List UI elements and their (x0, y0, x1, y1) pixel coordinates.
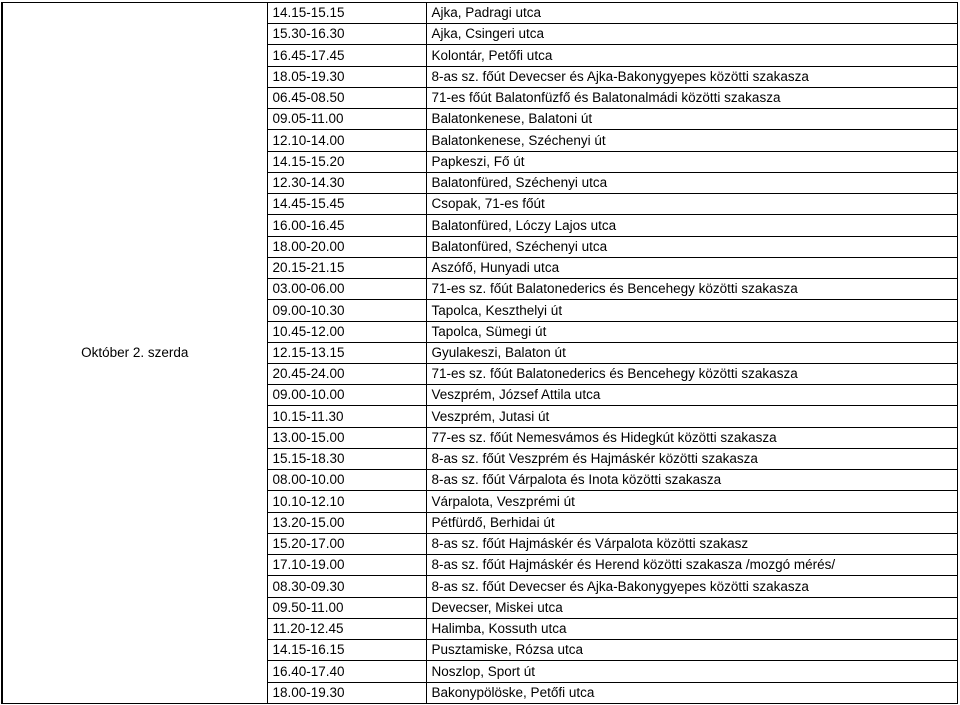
time-cell: 16.40-17.40 (267, 661, 426, 682)
time-cell: 09.00-10.30 (267, 300, 426, 321)
location-cell: 8-as sz. főút Veszprém és Hajmáskér közötti szakasza (426, 448, 957, 469)
time-cell: 18.00-19.30 (267, 682, 426, 704)
location-cell: 71-es főút Balatonfüzfő és Balatonalmádi közötti szakasza (426, 87, 957, 108)
location-cell: 8-as sz. főút Devecser és Ajka-Bakonygyepes közötti szakasza (426, 576, 957, 597)
location-cell: Bakonypölöske, Petőfi utca (426, 682, 957, 704)
location-cell: Noszlop, Sport út (426, 661, 957, 682)
location-cell: Halimba, Kossuth utca (426, 618, 957, 639)
location-cell: 8-as sz. főút Devecser és Ajka-Bakonygyepes közötti szakasza (426, 66, 957, 87)
location-cell: Kolontár, Petőfi utca (426, 45, 957, 66)
location-cell: 8-as sz. főút Hajmáskér és Herend közötti szakasza /mozgó mérés/ (426, 555, 957, 576)
location-cell: Balatonkenese, Balatoni út (426, 109, 957, 130)
time-cell: 15.30-16.30 (267, 24, 426, 45)
location-cell: Pétfürdő, Berhidai út (426, 512, 957, 533)
time-cell: 12.10-14.00 (267, 130, 426, 151)
table-row (2, 3, 957, 24)
time-cell: 10.10-12.10 (267, 491, 426, 512)
location-cell: Papkeszi, Fő út (426, 151, 957, 172)
time-cell: 12.30-14.30 (267, 172, 426, 193)
time-cell: 18.05-19.30 (267, 66, 426, 87)
time-cell: 08.00-10.00 (267, 470, 426, 491)
time-cell: 13.20-15.00 (267, 512, 426, 533)
time-cell: 15.15-18.30 (267, 448, 426, 469)
time-cell: 14.15-16.15 (267, 640, 426, 661)
time-cell: 08.30-09.30 (267, 576, 426, 597)
location-cell: Balatonfüred, Lóczy Lajos utca (426, 215, 957, 236)
time-cell: 10.45-12.00 (267, 321, 426, 342)
location-cell: 8-as sz. főút Hajmáskér és Várpalota közötti szakasz (426, 533, 957, 554)
location-cell: Csopak, 71-es főút (426, 194, 957, 215)
time-cell: 18.00-20.00 (267, 236, 426, 257)
location-cell: Veszprém, József Attila utca (426, 385, 957, 406)
time-cell: 14.15-15.15 (267, 3, 426, 24)
time-cell: 14.15-15.20 (267, 151, 426, 172)
location-cell: 77-es sz. főút Nemesvámos és Hidegkút közötti szakasza (426, 427, 957, 448)
location-cell: Várpalota, Veszprémi út (426, 491, 957, 512)
location-cell: Ajka, Padragi utca (426, 3, 957, 24)
location-cell: Veszprém, Jutasi út (426, 406, 957, 427)
time-cell: 12.15-13.15 (267, 342, 426, 363)
location-cell: 71-es sz. főút Balatonederics és Bencehegy közötti szakasza (426, 363, 957, 384)
time-cell: 15.20-17.00 (267, 533, 426, 554)
location-cell: Aszófő, Hunyadi utca (426, 257, 957, 278)
time-cell: 11.20-12.45 (267, 618, 426, 639)
time-cell: 09.50-11.00 (267, 597, 426, 618)
location-cell: 71-es sz. főút Balatonederics és Bencehegy közötti szakasza (426, 279, 957, 300)
location-cell: Pusztamiske, Rózsa utca (426, 640, 957, 661)
time-cell: 06.45-08.50 (267, 87, 426, 108)
location-cell: 8-as sz. főút Várpalota és Inota közötti szakasza (426, 470, 957, 491)
location-cell: Balatonfüred, Széchenyi utca (426, 236, 957, 257)
time-cell: 16.00-16.45 (267, 215, 426, 236)
time-cell: 17.10-19.00 (267, 555, 426, 576)
location-cell: Tapolca, Sümegi út (426, 321, 957, 342)
location-cell: Tapolca, Keszthelyi út (426, 300, 957, 321)
time-cell: 09.05-11.00 (267, 109, 426, 130)
time-cell: 20.15-21.15 (267, 257, 426, 278)
location-cell: Balatonfüred, Széchenyi utca (426, 172, 957, 193)
location-cell: Ajka, Csingeri utca (426, 24, 957, 45)
location-cell: Gyulakeszi, Balaton út (426, 342, 957, 363)
time-cell: 20.45-24.00 (267, 363, 426, 384)
time-cell: 09.00-10.00 (267, 385, 426, 406)
schedule-table (1, 2, 958, 704)
schedule-body (2, 3, 957, 704)
location-cell: Devecser, Miskei utca (426, 597, 957, 618)
time-cell: 14.45-15.45 (267, 194, 426, 215)
location-cell: Balatonkenese, Széchenyi út (426, 130, 957, 151)
time-cell: 16.45-17.45 (267, 45, 426, 66)
time-cell: 13.00-15.00 (267, 427, 426, 448)
time-cell: 10.15-11.30 (267, 406, 426, 427)
day-label: Október 2. szerda (2, 3, 267, 704)
time-cell: 03.00-06.00 (267, 279, 426, 300)
